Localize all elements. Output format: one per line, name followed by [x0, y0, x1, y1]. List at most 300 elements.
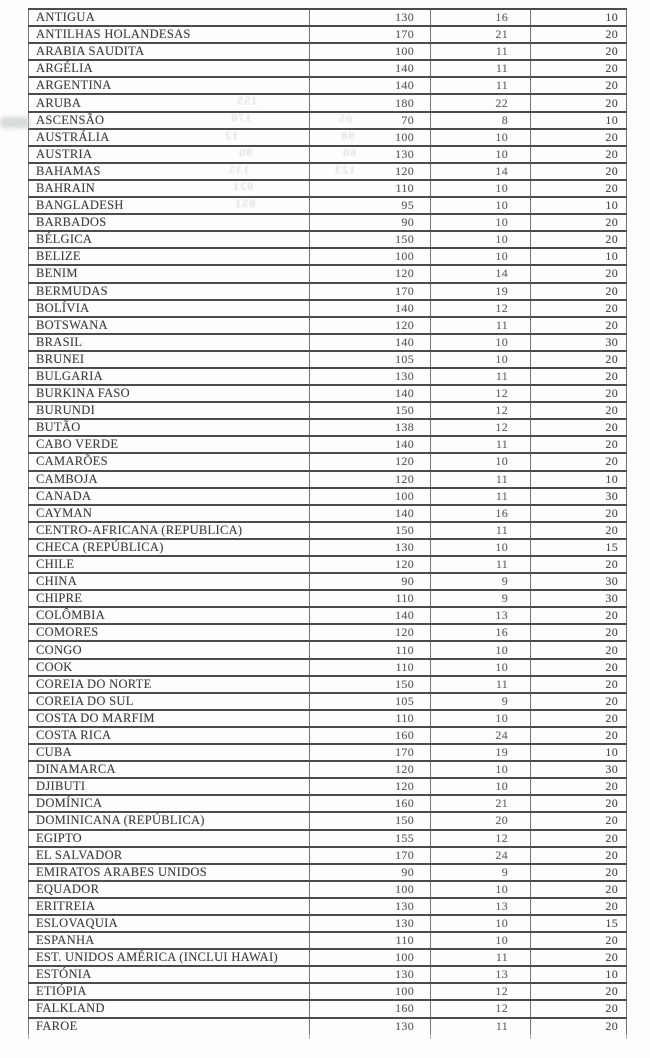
value-col-1-cell: 130	[310, 368, 431, 385]
value-col-1-cell: 110	[310, 710, 431, 727]
value-col-2-cell: 10	[431, 197, 531, 214]
value-col-2-cell: 11	[431, 60, 531, 77]
country-tariff-table	[28, 8, 627, 1034]
bleedthrough-artifact: 170	[230, 112, 251, 124]
value-col-2-cell: 10	[431, 129, 531, 146]
value-col-2-cell: 11	[431, 556, 531, 573]
country-name-cell: CAMBOJA	[29, 471, 310, 488]
value-col-1-cell: 130	[310, 146, 431, 163]
value-col-2-cell: 13	[431, 898, 531, 915]
value-col-1-cell: 130	[310, 9, 431, 26]
value-col-1-cell: 120	[310, 624, 431, 641]
table-row	[29, 812, 627, 829]
value-col-1-cell: 120	[310, 761, 431, 778]
country-name-cell: BERMUDAS	[29, 283, 310, 300]
value-col-2-cell: 10	[431, 932, 531, 949]
value-col-1-cell: 100	[310, 248, 431, 265]
value-col-3-cell: 20	[531, 949, 627, 966]
value-col-3-cell: 20	[531, 505, 627, 522]
value-col-2-cell: 8	[431, 112, 531, 129]
country-name-cell: CAYMAN	[29, 505, 310, 522]
value-col-1-cell: 130	[310, 1018, 431, 1034]
value-col-3-cell: 20	[531, 812, 627, 829]
table-row	[29, 488, 627, 505]
bleedthrough-artifact: 021	[232, 181, 253, 193]
table-row	[29, 966, 627, 983]
country-name-cell: COREIA DO SUL	[29, 693, 310, 710]
table-row	[29, 659, 627, 676]
country-name-cell: COREIA DO NORTE	[29, 676, 310, 693]
table-row	[29, 864, 627, 881]
country-name-cell: COMORES	[29, 624, 310, 641]
value-col-2-cell: 9	[431, 693, 531, 710]
country-name-cell: COSTA RICA	[29, 727, 310, 744]
value-col-1-cell: 105	[310, 351, 431, 368]
value-col-2-cell: 19	[431, 744, 531, 761]
value-col-3-cell: 20	[531, 847, 627, 864]
value-col-2-cell: 16	[431, 505, 531, 522]
table-row	[29, 778, 627, 795]
value-col-2-cell: 11	[431, 368, 531, 385]
value-col-3-cell: 20	[531, 180, 627, 197]
table-row	[29, 419, 627, 436]
table-row	[29, 197, 627, 214]
table-row	[29, 761, 627, 778]
value-col-1-cell: 170	[310, 744, 431, 761]
table-row	[29, 505, 627, 522]
value-col-1-cell: 140	[310, 77, 431, 94]
value-col-3-cell: 10	[531, 471, 627, 488]
value-col-1-cell: 110	[310, 932, 431, 949]
value-col-3-cell: 30	[531, 573, 627, 590]
value-col-1-cell: 160	[310, 727, 431, 744]
country-name-cell: CUBA	[29, 744, 310, 761]
value-col-1-cell: 110	[310, 180, 431, 197]
value-col-2-cell: 11	[431, 522, 531, 539]
bleedthrough-artifact: 155	[236, 95, 257, 107]
value-col-2-cell: 11	[431, 1018, 531, 1034]
country-name-cell: CHINA	[29, 573, 310, 590]
value-col-1-cell: 120	[310, 556, 431, 573]
country-name-cell: CHIPRE	[29, 590, 310, 607]
value-col-1-cell: 120	[310, 265, 431, 282]
country-name-cell: ARGENTINA	[29, 77, 310, 94]
value-col-2-cell: 12	[431, 983, 531, 1000]
value-col-1-cell: 160	[310, 1000, 431, 1017]
bleedthrough-artifact: 135	[228, 164, 249, 176]
table-row	[29, 710, 627, 727]
value-col-2-cell: 10	[431, 231, 531, 248]
table-row	[29, 471, 627, 488]
country-name-cell: BANGLADESH	[29, 197, 310, 214]
grid-line-stub	[430, 1034, 431, 1039]
value-col-1-cell: 100	[310, 983, 431, 1000]
value-col-2-cell: 24	[431, 847, 531, 864]
value-col-1-cell: 120	[310, 778, 431, 795]
value-col-2-cell: 9	[431, 573, 531, 590]
country-name-cell: CHECA (REPÚBLICA)	[29, 539, 310, 556]
country-name-cell: BURKINA FASO	[29, 385, 310, 402]
value-col-3-cell: 20	[531, 624, 627, 641]
value-col-3-cell: 20	[531, 676, 627, 693]
table-row	[29, 949, 627, 966]
grid-line-stub	[28, 1034, 29, 1039]
value-col-2-cell: 10	[431, 761, 531, 778]
table-row	[29, 436, 627, 453]
country-name-cell: BAHRAIN	[29, 180, 310, 197]
value-col-1-cell: 140	[310, 385, 431, 402]
table-row	[29, 163, 627, 180]
value-col-1-cell: 180	[310, 94, 431, 111]
value-col-1-cell: 130	[310, 539, 431, 556]
value-col-3-cell: 20	[531, 778, 627, 795]
table-row	[29, 522, 627, 539]
country-name-cell: COOK	[29, 659, 310, 676]
value-col-2-cell: 10	[431, 453, 531, 470]
value-col-3-cell: 20	[531, 163, 627, 180]
value-col-2-cell: 12	[431, 830, 531, 847]
value-col-1-cell: 120	[310, 471, 431, 488]
table-row	[29, 300, 627, 317]
value-col-2-cell: 12	[431, 402, 531, 419]
value-col-2-cell: 10	[431, 659, 531, 676]
value-col-3-cell: 20	[531, 26, 627, 43]
value-col-2-cell: 9	[431, 864, 531, 881]
country-name-cell: COLÔMBIA	[29, 607, 310, 624]
table-row	[29, 231, 627, 248]
country-name-cell: BENIM	[29, 265, 310, 282]
table-row	[29, 727, 627, 744]
table-row	[29, 590, 627, 607]
bleedthrough-artifact: 051	[234, 198, 255, 210]
value-col-3-cell: 20	[531, 43, 627, 60]
table-row	[29, 60, 627, 77]
value-col-1-cell: 140	[310, 60, 431, 77]
value-col-1-cell: 70	[310, 112, 431, 129]
value-col-3-cell: 10	[531, 9, 627, 26]
table-row	[29, 112, 627, 129]
table-row	[29, 693, 627, 710]
table-row	[29, 385, 627, 402]
value-col-2-cell: 13	[431, 966, 531, 983]
country-name-cell: CAMARÕES	[29, 453, 310, 470]
country-name-cell: ARABIA SAUDITA	[29, 43, 310, 60]
table-row	[29, 146, 627, 163]
value-col-2-cell: 16	[431, 9, 531, 26]
country-name-cell: ARGÉLIA	[29, 60, 310, 77]
table-row	[29, 898, 627, 915]
table-row	[29, 43, 627, 60]
table-row	[29, 368, 627, 385]
table-row	[29, 915, 627, 932]
value-col-2-cell: 10	[431, 881, 531, 898]
value-col-3-cell: 10	[531, 966, 627, 983]
value-col-2-cell: 10	[431, 539, 531, 556]
country-name-cell: EGIPTO	[29, 830, 310, 847]
value-col-1-cell: 100	[310, 43, 431, 60]
country-name-cell: CONGO	[29, 641, 310, 658]
value-col-2-cell: 10	[431, 778, 531, 795]
value-col-3-cell: 20	[531, 436, 627, 453]
value-col-1-cell: 110	[310, 659, 431, 676]
value-col-2-cell: 16	[431, 624, 531, 641]
value-col-3-cell: 20	[531, 881, 627, 898]
country-name-cell: BULGARIA	[29, 368, 310, 385]
table-row	[29, 351, 627, 368]
value-col-3-cell: 20	[531, 231, 627, 248]
country-name-cell: ESLOVAQUIA	[29, 915, 310, 932]
value-col-2-cell: 11	[431, 77, 531, 94]
table-row	[29, 248, 627, 265]
table-row	[29, 283, 627, 300]
value-col-1-cell: 90	[310, 214, 431, 231]
scan-smudge	[0, 117, 30, 128]
value-col-2-cell: 11	[431, 43, 531, 60]
value-col-3-cell: 20	[531, 641, 627, 658]
value-col-2-cell: 10	[431, 641, 531, 658]
value-col-3-cell: 20	[531, 60, 627, 77]
country-name-cell: ARUBA	[29, 94, 310, 111]
value-col-3-cell: 20	[531, 453, 627, 470]
value-col-2-cell: 20	[431, 812, 531, 829]
value-col-3-cell: 15	[531, 915, 627, 932]
country-name-cell: AUSTRIA	[29, 146, 310, 163]
value-col-1-cell: 155	[310, 830, 431, 847]
value-col-3-cell: 20	[531, 283, 627, 300]
value-col-3-cell: 20	[531, 317, 627, 334]
value-col-1-cell: 140	[310, 505, 431, 522]
value-col-3-cell: 20	[531, 830, 627, 847]
value-col-3-cell: 20	[531, 710, 627, 727]
country-name-cell: ASCENSÃO	[29, 112, 310, 129]
country-name-cell: ERITREIA	[29, 898, 310, 915]
value-col-1-cell: 150	[310, 676, 431, 693]
value-col-3-cell: 20	[531, 693, 627, 710]
bleedthrough-artifact: 90	[238, 147, 252, 159]
table-row	[29, 94, 627, 111]
grid-line-stub	[309, 1034, 310, 1039]
table-row	[29, 317, 627, 334]
value-col-2-cell: 21	[431, 795, 531, 812]
value-col-1-cell: 170	[310, 26, 431, 43]
value-col-1-cell: 100	[310, 949, 431, 966]
value-col-3-cell: 20	[531, 129, 627, 146]
value-col-1-cell: 90	[310, 573, 431, 590]
value-col-3-cell: 20	[531, 1000, 627, 1017]
value-col-3-cell: 10	[531, 744, 627, 761]
value-col-2-cell: 21	[431, 26, 531, 43]
value-col-3-cell: 20	[531, 214, 627, 231]
value-col-2-cell: 10	[431, 180, 531, 197]
country-name-cell: DOMINICANA (REPÚBLICA)	[29, 812, 310, 829]
country-name-cell: DJIBUTI	[29, 778, 310, 795]
value-col-3-cell: 20	[531, 522, 627, 539]
country-name-cell: CHILE	[29, 556, 310, 573]
value-col-2-cell: 10	[431, 214, 531, 231]
value-col-3-cell: 30	[531, 488, 627, 505]
table-row	[29, 624, 627, 641]
value-col-3-cell: 20	[531, 932, 627, 949]
value-col-1-cell: 110	[310, 590, 431, 607]
value-col-1-cell: 120	[310, 453, 431, 470]
value-col-3-cell: 20	[531, 795, 627, 812]
table-row	[29, 932, 627, 949]
value-col-3-cell: 30	[531, 590, 627, 607]
table-row	[29, 214, 627, 231]
value-col-2-cell: 11	[431, 436, 531, 453]
table-row	[29, 265, 627, 282]
country-name-cell: BARBADOS	[29, 214, 310, 231]
country-name-cell: CABO VERDE	[29, 436, 310, 453]
table-row	[29, 641, 627, 658]
value-col-3-cell: 20	[531, 94, 627, 111]
country-name-cell: FALKLAND	[29, 1000, 310, 1017]
value-col-1-cell: 140	[310, 300, 431, 317]
value-col-1-cell: 110	[310, 641, 431, 658]
country-name-cell: DINAMARCA	[29, 761, 310, 778]
country-name-cell: EMIRATOS ARABES UNIDOS	[29, 864, 310, 881]
value-col-2-cell: 12	[431, 300, 531, 317]
value-col-3-cell: 15	[531, 539, 627, 556]
table-row	[29, 180, 627, 197]
country-name-cell: FAROE	[29, 1018, 310, 1034]
value-col-1-cell: 140	[310, 436, 431, 453]
table-row	[29, 26, 627, 43]
value-col-3-cell: 20	[531, 727, 627, 744]
value-col-2-cell: 14	[431, 163, 531, 180]
table-row	[29, 9, 627, 26]
value-col-3-cell: 20	[531, 368, 627, 385]
bleedthrough-artifact: 98	[340, 130, 354, 142]
value-col-2-cell: 13	[431, 607, 531, 624]
value-col-3-cell: 20	[531, 146, 627, 163]
value-col-1-cell: 150	[310, 812, 431, 829]
country-name-cell: BOTSWANA	[29, 317, 310, 334]
table-row	[29, 881, 627, 898]
value-col-1-cell: 170	[310, 847, 431, 864]
country-name-cell: BRUNEI	[29, 351, 310, 368]
value-col-3-cell: 20	[531, 864, 627, 881]
bleedthrough-artifact: 05	[338, 113, 352, 125]
value-col-3-cell: 10	[531, 197, 627, 214]
value-col-2-cell: 24	[431, 727, 531, 744]
value-col-1-cell: 120	[310, 317, 431, 334]
value-col-3-cell: 10	[531, 248, 627, 265]
value-col-2-cell: 11	[431, 949, 531, 966]
value-col-2-cell: 10	[431, 146, 531, 163]
country-name-cell: ANTIGUA	[29, 9, 310, 26]
country-name-cell: ETIÓPIA	[29, 983, 310, 1000]
value-col-1-cell: 90	[310, 864, 431, 881]
table-row	[29, 983, 627, 1000]
country-name-cell: BOLÍVIA	[29, 300, 310, 317]
country-name-cell: EQUADOR	[29, 881, 310, 898]
country-name-cell: CENTRO-AFRICANA (REPUBLICA)	[29, 522, 310, 539]
bleedthrough-artifact: 12	[224, 130, 238, 142]
country-name-cell: EL SALVADOR	[29, 847, 310, 864]
value-col-1-cell: 100	[310, 488, 431, 505]
value-col-1-cell: 130	[310, 915, 431, 932]
table-row	[29, 607, 627, 624]
value-col-3-cell: 20	[531, 607, 627, 624]
country-name-cell: COSTA DO MARFIM	[29, 710, 310, 727]
value-col-1-cell: 160	[310, 795, 431, 812]
value-col-2-cell: 10	[431, 248, 531, 265]
value-col-3-cell: 30	[531, 334, 627, 351]
table-row	[29, 847, 627, 864]
bleedthrough-artifact: 123	[334, 164, 355, 176]
value-col-3-cell: 20	[531, 351, 627, 368]
table-row	[29, 830, 627, 847]
value-col-2-cell: 12	[431, 419, 531, 436]
table-row	[29, 539, 627, 556]
value-col-3-cell: 20	[531, 385, 627, 402]
value-col-1-cell: 150	[310, 402, 431, 419]
value-col-1-cell: 130	[310, 966, 431, 983]
table-row	[29, 402, 627, 419]
value-col-1-cell: 150	[310, 522, 431, 539]
country-name-cell: DOMÍNICA	[29, 795, 310, 812]
table-row	[29, 1018, 627, 1034]
value-col-3-cell: 20	[531, 983, 627, 1000]
value-col-2-cell: 19	[431, 283, 531, 300]
grid-line-stub	[626, 1034, 627, 1039]
value-col-3-cell: 30	[531, 761, 627, 778]
country-name-cell: BURUNDI	[29, 402, 310, 419]
grid-line-stub	[530, 1034, 531, 1039]
value-col-1-cell: 100	[310, 881, 431, 898]
value-col-1-cell: 140	[310, 334, 431, 351]
table-row	[29, 573, 627, 590]
country-name-cell: BELIZE	[29, 248, 310, 265]
value-col-2-cell: 14	[431, 265, 531, 282]
table-row	[29, 1000, 627, 1017]
table-row	[29, 744, 627, 761]
table-row	[29, 453, 627, 470]
country-name-cell: BUTÃO	[29, 419, 310, 436]
value-col-2-cell: 12	[431, 385, 531, 402]
country-name-cell: ANTILHAS HOLANDESAS	[29, 26, 310, 43]
value-col-1-cell: 140	[310, 607, 431, 624]
value-col-2-cell: 10	[431, 334, 531, 351]
country-name-cell: CANADA	[29, 488, 310, 505]
value-col-2-cell: 11	[431, 676, 531, 693]
value-col-3-cell: 20	[531, 77, 627, 94]
country-name-cell: BÉLGICA	[29, 231, 310, 248]
value-col-3-cell: 20	[531, 402, 627, 419]
value-col-3-cell: 20	[531, 1018, 627, 1034]
value-col-1-cell: 130	[310, 898, 431, 915]
value-col-3-cell: 20	[531, 898, 627, 915]
value-col-1-cell: 95	[310, 197, 431, 214]
country-name-cell: AUSTRÁLIA	[29, 129, 310, 146]
value-col-1-cell: 170	[310, 283, 431, 300]
value-col-1-cell: 105	[310, 693, 431, 710]
table-row	[29, 795, 627, 812]
value-col-3-cell: 20	[531, 659, 627, 676]
value-col-3-cell: 20	[531, 419, 627, 436]
value-col-2-cell: 10	[431, 710, 531, 727]
value-col-2-cell: 11	[431, 471, 531, 488]
value-col-1-cell: 150	[310, 231, 431, 248]
country-name-cell: ESTÓNIA	[29, 966, 310, 983]
table-row	[29, 77, 627, 94]
value-col-3-cell: 20	[531, 300, 627, 317]
value-col-2-cell: 10	[431, 351, 531, 368]
value-col-2-cell: 11	[431, 317, 531, 334]
value-col-2-cell: 22	[431, 94, 531, 111]
value-col-3-cell: 10	[531, 112, 627, 129]
